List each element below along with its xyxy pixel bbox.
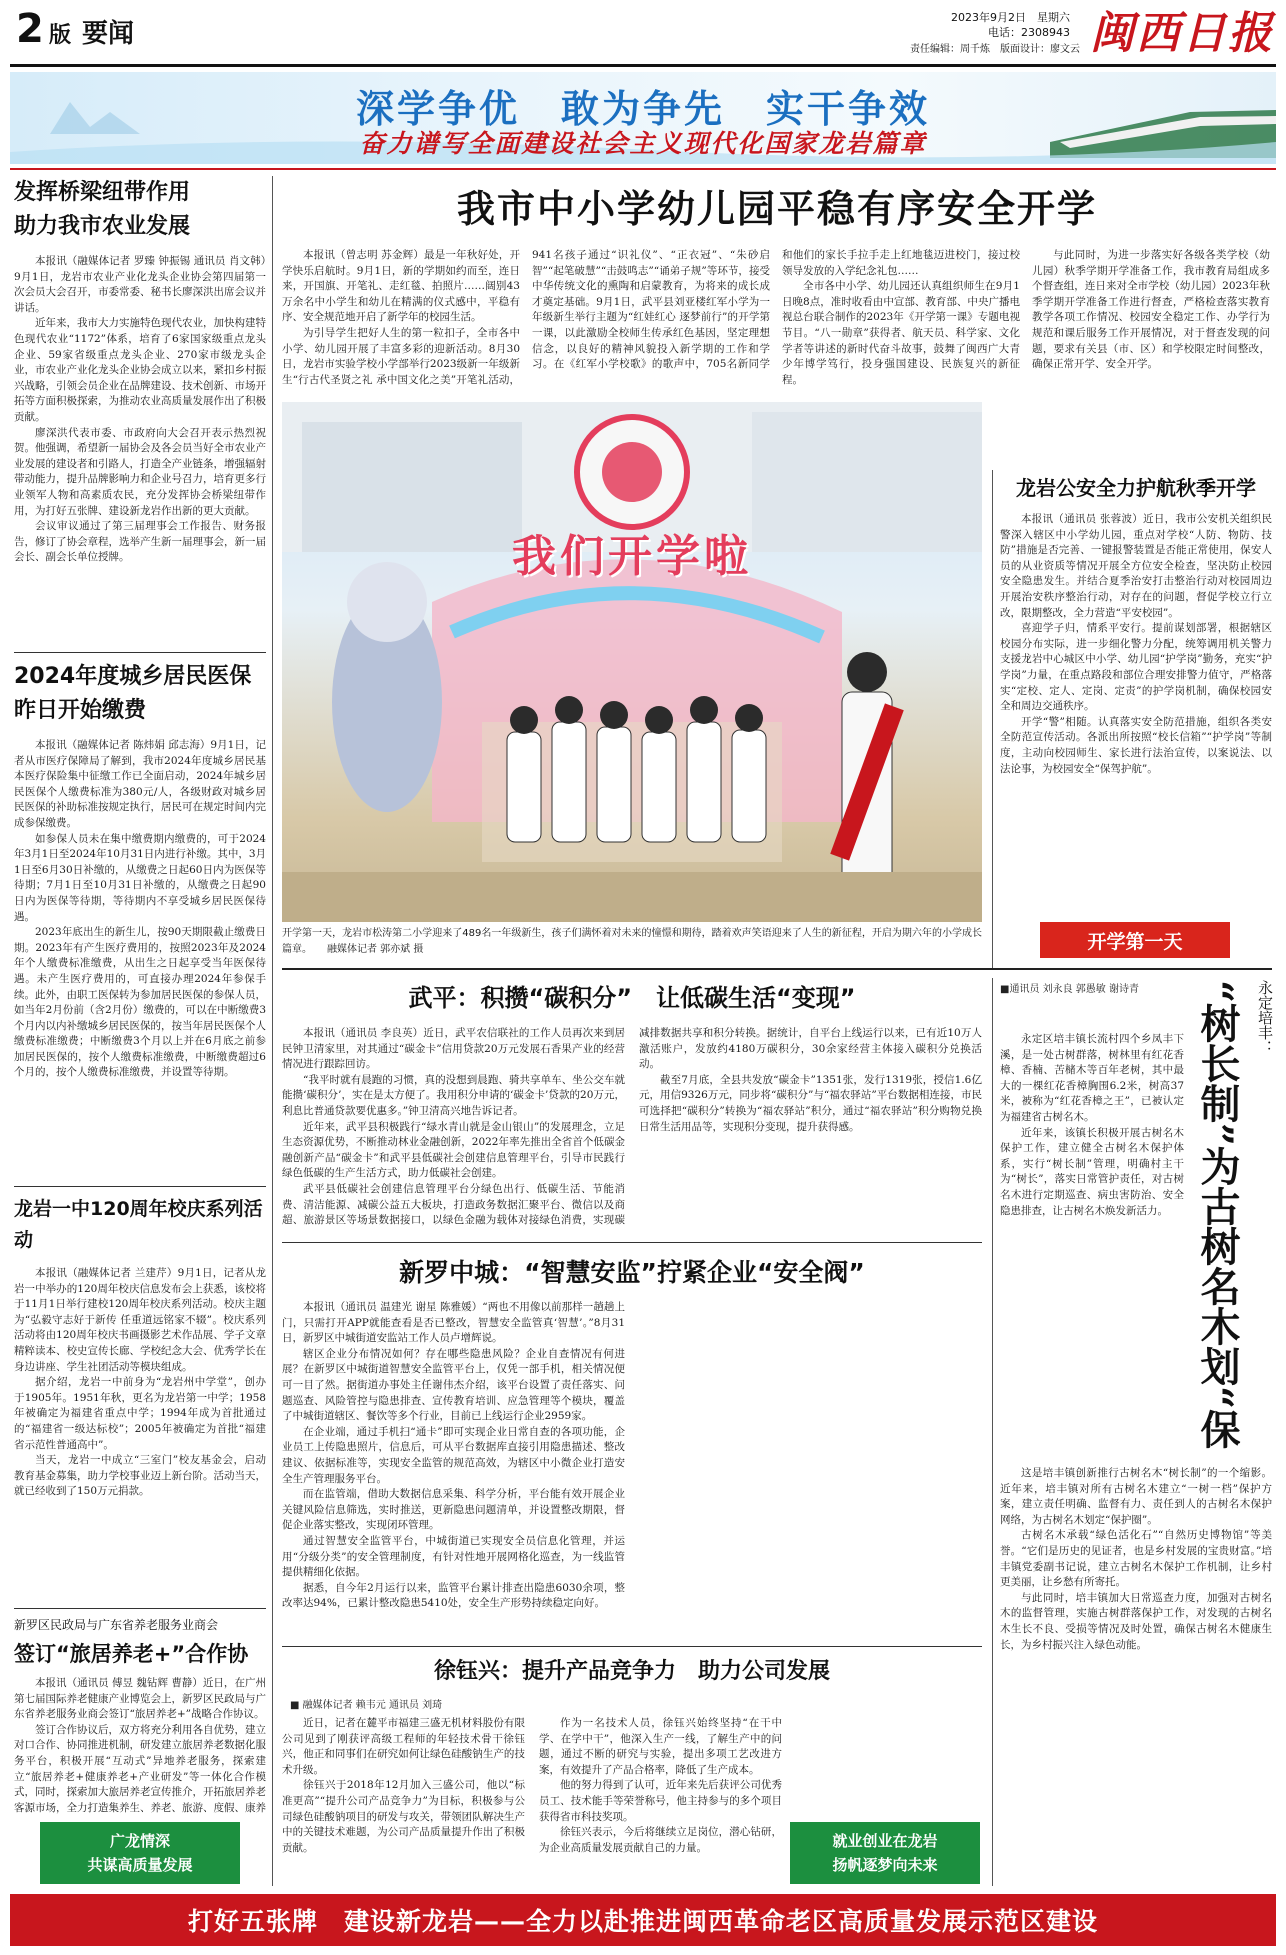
paragraph: 本报讯（曾志明 苏金辉）最是一年秋好处，开学快乐启航时。9月1日，新的学期如约而至，连日来，开国旗、开笔礼、走红毯、拍照片……阔别43万余名中小学生和幼儿在精满的仪式感中，平稳有序、安全规范地开启了新学年的校园生活。 [282,249,520,324]
box-employment-line1: 就业创业在龙岩 [832,1832,938,1850]
paragraph: 如参保人员未在集中缴费期内缴费的，可于2024年3月1日至2024年10月31日内进行补缴。其中，3月1日至6月30日补缴的，从缴费之日起60日内为医保等待期；7月1日至10月31日补缴的，从缴费之日起90日内为医保等待期，等待期内不享受城乡居民医保待遇。 [14,832,266,923]
article-elderly-title: 签订“旅居养老+”合作协 [14,1642,249,1666]
footer-slogan: 打好五张牌 建设新龙岩——全力以赴推进闽西革命老区高质量发展示范区建设 [10,1894,1276,1946]
paragraph: 廖深洪代表市委、市政府向大会召开表示热烈祝贺。他强调，希望新一届协会及各会员当好全市农业产业发展的建设者和引路人，打造全产业链条，增强辐射带动能力，提升品牌影响力和企业号召力，培育更多行业领军人物和高素质农民，充分发挥协会桥梁纽带作用，为打好五张牌、建设新龙岩作出新的更大贡献。 [14,426,266,517]
article-carbon-body [282,1026,982,1236]
article-tree-body-a [1000,1032,1184,1462]
phone: 电话：2308943 [988,26,1070,39]
box-employment-line2: 扬帆逐梦向未来 [832,1856,938,1874]
divider [992,470,993,970]
masthead-logo: 闽西日报 [1090,8,1274,59]
divider [14,1186,266,1187]
article-elderly-body [14,1676,266,1816]
paragraph: 近日，记者在麓平市福建三盛无机材料股份有限公司见到了刚获评高级工程师的年轻技术骨干徐钰兴，他正和同事们在研究如何让绿色硅酸钠生产的技术升级。 [282,1717,525,1776]
issue-date: 2023年9月2日 星期六 [951,11,1070,24]
paragraph: 喜迎学子归，情系平安行。提前谋划部署，根据辖区校园分布实际，进一步细化警力分配，统筹调用机关警力支援龙岩中心城区中小学、幼儿园“护学岗”勤务，充实“护学岗”力量，在重点路段和部位合理安排警力值守，严格落实“定校、定人、定岗、定责”的护学岗机制，确保校园安全和周边交通秩序。 [1000,622,1272,713]
article-agri-title-2: 助力我市农业发展 [14,214,191,239]
article-tree-body-b [1000,1466,1272,1886]
paragraph: 据介绍，龙岩一中前身为“龙岩州中学堂”，创办于1905年。1951年秋，更名为龙岩第一中学；1958年被确定为福建省重点中学；1994年成为首批通过的“福建省一级达标校”；2005年被确定为首批“福建省示范性普通高中”。 [14,1376,266,1451]
paragraph: 签订合作协议后，双方将充分利用各自优势，建立对口合作、协同推进机制，研发建立旅居养老数据化服务平台，积极开展“互动式”异地养老服务，探索建立“旅居养老+健康养老+产业研发”等一体化合作模式，同时，探索加大旅居养老宣传推介，开拓旅居养老客源市场，全力打造集养生、养老、旅游、度假、康养 [14,1723,266,1814]
paragraph: 武平县低碳社会创建信息管理平台分绿色出行、低碳生活、节能消费、清洁能源、减碳公益五大板块，打造政务数据汇聚平台、微信以及商超、旅游景区等场景数据接口，以绿色金融为载体对接绿色消费，实现碳减排数据共享和积分转换。据统计，自平台上线运行以来，已有近10万人激活账户，发放约4180万碳积分，30余家经营主体接入碳积分兑换活动。 [282,1027,982,1227]
section-title: 要闻 [82,19,135,49]
article-insurance-title-1: 2024年度城乡居民医保 [14,664,252,689]
paragraph: 徐钰兴表示，今后将继续立足岗位，潜心钻研，为企业高质量发展贡献自己的力量。 [539,1826,782,1854]
article-safety-body [282,1300,982,1640]
paragraph: 近年来，该镇长积极开展古树名木保护工作，建立健全古树名木保护体系，实行“树长制”管理，明确村主干为“树长”，落实日常管护责任，对古树名木进行定期巡查、病虫害防治、安全隐患排查，让古树名木焕发新活力。 [1000,1126,1184,1217]
paragraph: 为引导学生把好人生的第一粒扣子，全市各中小学、幼儿园开展了丰富多彩的迎新活动。8月30日，龙岩市实验学校小学部举行2023级新一年级新生“行古代圣贤之礼 承中国文化之美”开笔礼活动，941名孩子通过“识礼仪”、“正衣冠”、“朱砂启智”“起笔破慧”“击鼓鸣志”“诵弟子规”等环节，接受中华传统文化的熏陶和启蒙教育，为将来的成长成才奠定基础。9月1日，武平县刘亚楼红军小学为一年级新生举行主题为“红娃红心 逐梦前行”的开学第一课，以此激励全校师生传承红色基因，坚定理想信念，以良好的精神风貌投入新学期的工作和学习。在《红军小学校歌》的歌声中，705名新同学和他们的家长手拉手走上红地毯迈进校门，接过校领导发放的入学纪念礼包…… [282,249,1020,386]
paragraph: 本报讯（通讯员 张蓉波）近日，我市公安机关组织民警深入辖区中小学幼儿园，重点对学校“人防、物防、技防”措施是否完善、一键报警装置是否能正常使用，保安人员的从业资质等情况开展全方位安全检查，坚决防止校园安全隐患发生。并结合夏季治安打击整治行动对校园周边开展治安秩序整治行动，对存在的问题，督促学校立行立改，限期整改，全力营造“平安校园”。 [1000,513,1272,619]
article-agri-title [14,176,264,246]
photo-illustration [282,402,982,922]
article-school-title-1: 龙岩一中120周年校庆系列活动 [14,1198,263,1251]
divider [14,652,266,653]
article-insurance-body [14,738,266,1178]
banner-rule [10,168,1276,170]
photo-caption: 开学第一天，龙岩市松涛第二小学迎来了489名一年级新生，孩子们满怀着对未来的憧憬和期待，踏着欢声笑语迎来了人生的新征程，开启为期六年的小学成长篇章。 融媒体记者 郭亦斌 摄 [282,928,982,955]
article-insurance-title [14,660,266,730]
paragraph: 永定区培丰镇长流村四个乡凤丰下溪，是一处古树群落，树林里有红花香樟、香楠、苦槠木等百年老树，其中最大的一棵红花香樟胸围6.2米，树高37米，被称为“红花香樟之王”，已被认定为福建省古树名木。 [1000,1033,1184,1123]
article-school-title [14,1194,266,1260]
slogan-line1: 深学争优 敢为争先 实干争效 [355,87,930,131]
paragraph: 古树名木承载“绿色活化石”“自然历史博物馆”等美誉。“它们是历史的见证者，也是乡村发展的宝贵财富。”培丰镇党委副书记说，建立古树名木保护工作机制，让乡村更美丽，让乡愁有所寄托。 [1000,1529,1272,1589]
article-safety-title: 新罗中城：“智慧安监”拧紧企业“安全阀” [399,1258,865,1287]
paragraph: 徐钰兴于2018年12月加入三盛公司，他以“标准更高”“提升公司产品竞争力”为目标，积极参与公司绿色硅酸钠项目的研发与攻关，带领团队解决生产中的关键技术难题，为公司产品质量提升作出了积极贡献。 [282,1779,525,1854]
paragraph: 2023年底出生的新生儿，按90天期限截止缴费日期。2023年有产生医疗费用的，按照2023年及2024年个人缴费标准缴费，从出生之日起享受当年医保待遇。未产生医疗费用的，可直接办理2024年参保手续。此外，由职工医保转为参加居民医保的参保人员，如当年2月份前（含2月份）缴费的，可以在中断缴费3个月内以内补缴城乡居民医保的，按当年居民医保个人缴费标准缴费；中断缴费3个月以上并在6月底之前参加居民医保的，按个人缴费标准缴费，中断缴费超过6个月的，按个人缴费标准缴费，并设置等待期。 [14,926,266,1079]
divider [992,978,993,1886]
box-employment [790,1822,980,1884]
article-school-body [14,1266,266,1602]
paragraph: 本报讯（通讯员 温建光 谢星 陈雅媛）“两也不用像以前那样一趟趟上门，只需打开APP就能查看是否已整改，智慧安全监管真‘智慧’。”8月31日，新罗区中城街道安监站工作人员卢增辉说。 [282,1301,625,1345]
article-agri-title-1: 发挥桥梁纽带作用 [14,180,191,205]
paragraph: 全市各中小学、幼儿园还认真组织师生在9月1日晚8点，准时收看由中宣部、教育部、中央广播电视总台联合制作的2023年《开学第一课》专题电视节目。“八一勋章”获得者、航天员、科学家、文化学者等讲述的新时代奋斗故事，鼓舞了闽西广大青少年博学笃行，投身强国建设、民族复兴的新征程。 [782,280,1020,386]
slogan-banner [10,72,1276,164]
paragraph: 开学“警”相随。认真落实安全防范措施，组织各类安全防范宣传活动。各派出所按照“校长信箱”“护学岗”等制度，主动向校园师生、家长进行法治宣传，以案说法、以法论事，为校园安全“保驾护航”。 [1000,715,1272,775]
left-column-divider [272,176,273,1886]
paragraph: 本报讯（通讯员 李良英）近日，武平农信联社的工作人员再次来到居民钟卫清家里，对其通过“碳金卡”信用贷款20万元发展石香果产业的经营情况进行跟踪回访。 [282,1027,625,1071]
photo-sign-text: 我们开学啦 [512,531,752,582]
article-tree-byline: ■通讯员 刘永良 郭愚敏 谢诗青 [1000,984,1139,995]
paragraph: 本报讯（通讯员 傅昱 魏钻辉 曹静）近日，在广州第七届国际养老健康产业博览会上，新罗区民政局与广东省养老服务业商会签订“旅居养老+”战略合作协议。 [14,1677,266,1721]
paragraph: 会议审议通过了第三届理事会工作报告、财务报告，修订了协会章程，选举产生新一届理事会，新一届会长、副会长单位授牌。 [14,520,266,564]
article-xu-title: 徐钰兴：提升产品竞争力 助力公司发展 [433,1659,830,1684]
article-police-title: 龙岩公安全力护航秋季开学 [1016,476,1256,500]
paragraph: 本报讯（融媒体记者 陈炜娟 邱志海）9月1日，记者从市医疗保障局了解到，我市2024年度城乡居民基本医疗保险集中征缴工作已全面启动，2024年城乡居民医保个人缴费标准为380元/人，各级财政对城乡居民医保的补助标准按规定执行，居民可在规定时间内完成参保缴费。 [14,739,266,829]
header-rule [10,64,1276,67]
article-carbon-title: 武平：积攒“碳积分” 让低碳生活“变现” [408,984,856,1012]
paragraph: 与此同时，培丰镇加大日常巡查力度，加强对古树名木的监督管理，实施古树群落保护工作，对发现的古树名木生长不良、受损等情况及时处置，确保古树名木健康生长，为乡村振兴注入绿色动能。 [1000,1591,1272,1651]
slogan-line2: 奋力谱写全面建设社会主义现代化国家龙岩篇章 [359,129,927,158]
paragraph: 近年来，我市大力实施特色现代农业，加快构建特色现代农业“1172”体系，培育了6家国家级重点龙头企业、59家省级重点龙头企业、270家市级龙头企业，市农业产业化龙头企业协会成立以来，紧扣乡村振兴战略，引领会员企业在品牌建设、技术创新、市场开拓等方面积极探索，为推动农业高质量发展作出了积极贡献。 [14,317,266,423]
lead-body [282,248,1270,396]
page-unit: 版 [48,23,71,48]
box-guanglong-line1: 广龙情深 [109,1832,170,1850]
article-police-body [1000,512,1272,910]
paragraph: 据悉，自今年2月运行以来，监管平台累计排查出隐患6030余项，整改率达94%，已累计整改隐患5410处，安全生产形势持续稳定向好。 [282,1581,625,1610]
page-header-left [16,6,236,66]
lead-title: 我市中小学幼儿园平稳有序安全开学 [456,187,1097,231]
box-guanglong [40,1822,240,1884]
editors: 责任编辑：周千炼 版面设计：廖文云 [910,44,1080,55]
article-xu-byline: ■ 融媒体记者 赖韦元 通讯员 刘琦 [290,1700,443,1711]
photo-first-day [282,402,982,922]
article-elderly-kicker: 新罗区民政局与广东省养老服务业商会 [14,1618,219,1632]
paragraph: 通过智慧安全监管平台，中城街道已实现安全员信息化管理，并运用“分级分类”的安全管理制度，有针对性地开展网格化巡查，为一线监管提供精细化依据。 [282,1534,625,1579]
paragraph: 作为一名技术人员，徐钰兴始终坚持“在干中学、在学中干”，他深入生产一线，了解生产中的问题，通过不断的研究与实验，提出多项工艺改进方案，有效提升了产品合格率，降低了生产成本。 [539,1717,782,1776]
divider [282,1646,982,1647]
article-tree-kicker: 永定培丰： [1256,980,1274,1055]
paragraph: “我平时就有晨跑的习惯，真的没想到晨跑、骑共享单车、坐公交车就能攒‘碳积分’，实在是太方便了。我用积分申请的‘碳金卡’贷款的20万元，利息比普通贷款要优惠多。”钟卫清高兴地告诉记者。 [282,1073,625,1117]
paragraph: 他的努力得到了认可，近年来先后获评公司优秀员工、技术能手等荣誉称号，他主持参与的多个项目获得省市科技奖项。 [539,1779,782,1823]
box-guanglong-line2: 共谋高质量发展 [87,1856,193,1874]
article-school-title-2 [14,1256,266,1260]
article-agri-body [14,254,266,646]
paragraph: 在企业端，通过手机扫“通卡”即可实现企业日常自查的各项功能，企业员工上传隐患照片，信息后，可从平台数据库直接引用隐患描述、整改建议、依据标准等，实现安全监管的规范高效，为辖区中小微企业打造安全生产管理服务平台。 [282,1425,625,1485]
paragraph: 截至7月底，全县共发放“碳金卡”1351张，发行1319张，授信1.6亿元，用信9326万元，同步将“碳积分”与“福农驿站”平台数据相连接，市民可选择把“碳积分”转换为“福农驿站”积分，通过“福农驿站”积分购物兑换日常生活用品等，实现积分变现，提升获得感。 [639,1073,982,1133]
article-xu-body [282,1716,782,1886]
paragraph: 与此同时，为进一步落实好各级各类学校（幼儿园）秋季学期开学准备工作，我市教育局组成多个督查组，连日来对全市学校（幼儿园）2023年秋季学期开学准备工作进行督查，严格检查落实教育教学各项工作情况、校园安全稳定工作、办学行为规范和课后服务工作开展情况，对于督查发现的问题，要求有关县（市、区）和学校限定时间整改，确保正常开学、安全开学。 [1032,249,1270,371]
article-tree-title: “树长制”为古树名木划“保 [1194,980,1241,1450]
divider [282,968,1272,970]
paragraph: 近年来，武平县积极践行“绿水青山就是金山银山”的发展理念，立足生态资源优势，不断推动林业金融创新，2022年率先推出全省首个低碳金融创新产品“碳金卡”和武平县低碳社会创建信息管理平台，引导市民践行绿色低碳的生产生活方式，助力低碳社会创建。 [282,1120,625,1180]
article-insurance-title-2: 昨日开始缴费 [14,698,147,723]
page-number: 2 [16,6,44,52]
paragraph: 辖区企业分布情况如何？存在哪些隐患风险？企业自查情况有何进展？在新罗区中城街道智慧安全监管平台上，仅凭一部手机，相关情况便可一目了然。据街道办事处主任谢伟杰介绍，该平台设置了责任落实、问题巡查、风险管控与隐患排查、宣传教育培训、应急管理等个模块，覆盖了中城街道辖区、餐饮等多个行业，目前已上线运行企业2959家。 [282,1347,625,1423]
paragraph: 而在监管端，借助大数据信息采集、科学分析，平台能有效开展企业关键风险信息筛选，实时推送，更新隐患问题清单，并设置整改期限，督促企业落实整改，实现闭环管理。 [282,1488,625,1532]
divider [14,1608,266,1609]
paragraph: 当天，龙岩一中成立“三室门”校友基金会，启动教育基金募集，助力学校事业迈上新台阶。活动当天，就已经收到了150万元捐款。 [14,1454,266,1498]
divider [282,1242,982,1243]
paragraph: 本报讯（融媒体记者 兰建芹）9月1日，记者从龙岩一中举办的120周年校庆信息发布会上获悉，该校将于11月1日举行建校120周年校庆系列活动。校庆主题为“弘毅守志好于新传 任重道远铭家不辍”。校庆系列活动将由120周年校庆书画摄影艺术作品展、学子文章精粹读本、校史宣传长廊、学校纪念大会、优秀学长在身边讲座、学生社团活动等模块组成。 [14,1267,266,1373]
paragraph: 本报讯（融媒体记者 罗臻 钟振锡 通讯员 肖文韩）9月1日，龙岩市农业产业化龙头企业协会第四届第一次会员大会召开，市委常委、秘书长廖深洪出席会议并讲话。 [14,255,266,314]
tag-first-day: 开学第一天 [1040,922,1230,958]
paragraph: 这是培丰镇创新推行古树名木“树长制”的一个缩影。近年来，培丰镇对所有古树名木建立“一树一档”保护方案，建立责任明确、监督有力、责任到人的古树名木保护网络，为古树名木划定“保护圈”。 [1000,1467,1272,1526]
